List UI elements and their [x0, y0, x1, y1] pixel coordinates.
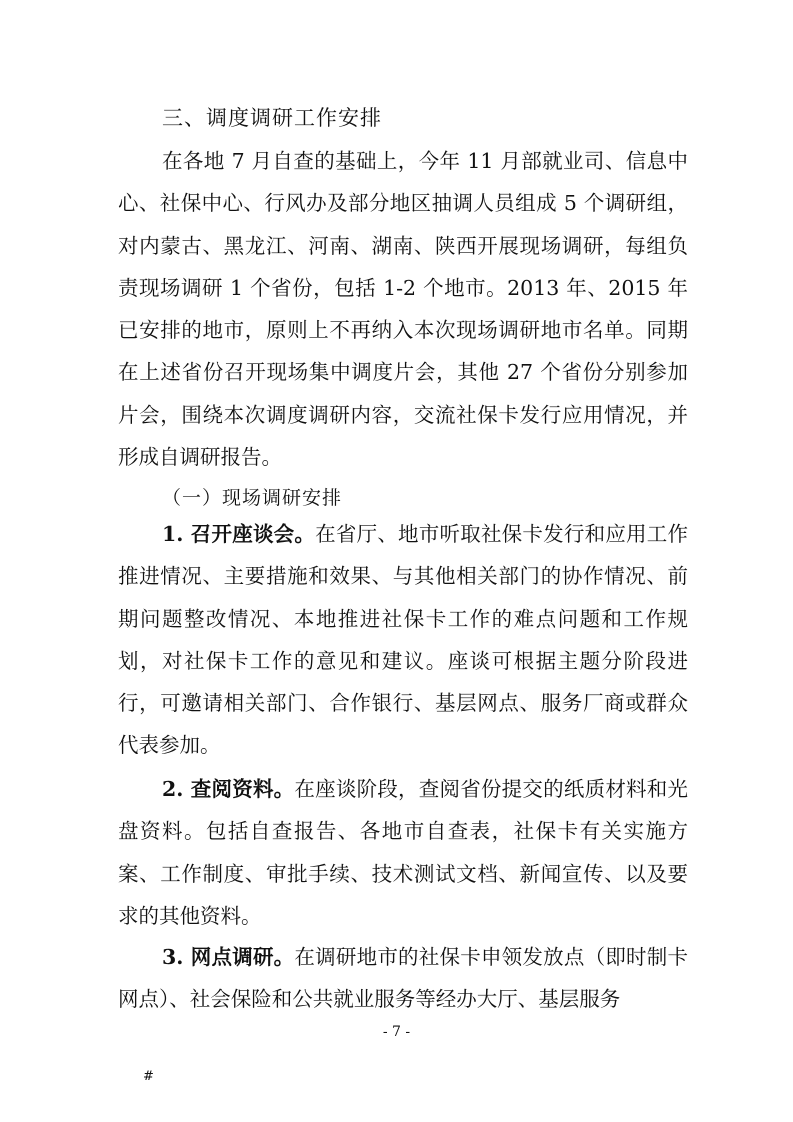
item-2-text: 在座谈阶段，查阅省份提交的纸质材料和光盘资料。包括自查报告、各地市自查表，社保卡有关实施方案、工作制度、审批手续、技术测试文档、新闻宣传、以及要求的其他资料。	[118, 777, 688, 928]
paragraph-item-1	[118, 513, 688, 767]
paragraph-item-2	[118, 768, 688, 937]
paragraph-overview: 在各地 7 月自查的基础上，今年 11 月部就业司、信息中心、社保中心、行风办及部分地区抽调人员组成 5 个调研组，对内蒙古、黑龙江、河南、湖南、陕西开展现场调研，每组负责现场调研 1 个省份，包括 1-2 个地市。2013 年、2015 年已安排的地市，原则上不再纳入本次现场调研地市名单。同期在上述省份召开现场集中调度片会，其他 27 个省份分别参加片会，围绕本次调度调研内容，交流社保卡发行应用情况，并形成自调研报告。	[118, 149, 688, 470]
section-heading: 三、调度调研工作安排	[162, 106, 382, 130]
item-2-lead: 2. 查阅资料。	[162, 777, 295, 801]
page-number: - 7 -	[382, 1024, 411, 1040]
item-1-lead: 1. 召开座谈会。	[162, 522, 316, 546]
item-3-lead: 3. 网点调研。	[162, 945, 295, 969]
item-3-text: 在调研地市的社保卡申领发放点（即时制卡网点）、社会保险和公共就业服务等经办大厅、基层服务	[118, 945, 688, 1012]
subsection-heading: （一）现场调研安排	[162, 487, 343, 509]
footer-mark: #	[143, 1069, 154, 1084]
item-1-text: 在省厅、地市听取社保卡发行和应用工作推进情况、主要措施和效果、与其他相关部门的协作情况、前期问题整改情况、本地推进社保卡工作的难点问题和工作规划，对社保卡工作的意见和建议。座谈可根据主题分阶段进行，可邀请相关部门、合作银行、基层网点、服务厂商或群众代表参加。	[118, 522, 689, 758]
paragraph-item-3	[118, 936, 688, 1021]
